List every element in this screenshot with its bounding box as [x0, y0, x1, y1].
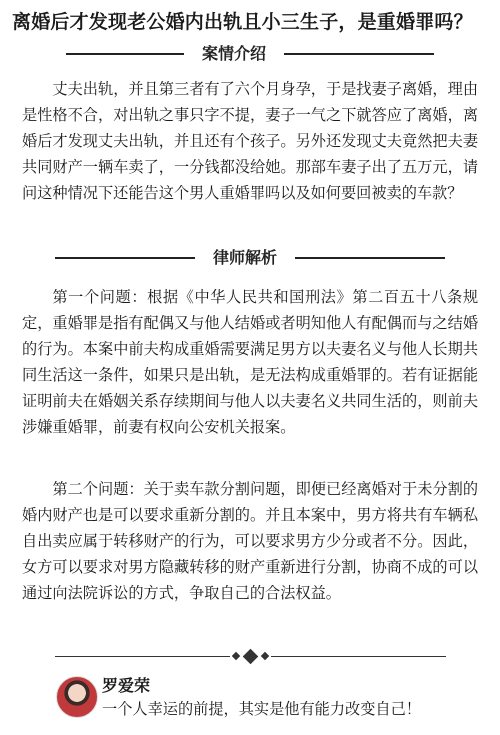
lawyer-paragraph-2: 第二个问题：关于卖车款分割问题，即便已经离婚对于未分割的婚内财产也是可以要求重新分割的。并且本案中，男方将共有车辆私自出卖应属于转移财产的行为，可以要求男方少分或者不分。因此，女方可以要求对男方隐藏转移的财产重新进行分割，协商不成的可以通过向法院诉讼的方式，争取自己的合法权益。: [22, 480, 478, 602]
author-quote: 一个人幸运的前提，其实是他有能力改变自己！: [102, 700, 421, 718]
article-title: 离婚后才发现老公婚内出轨且小三生子，是重婚罪吗？: [12, 11, 473, 33]
lawyer-section-heading: 律师解析: [212, 248, 277, 267]
ornament-line-right: [271, 656, 446, 657]
author-name: 罗爱荣: [102, 676, 151, 695]
header-line-left: [55, 257, 195, 259]
author-avatar: [56, 676, 98, 718]
case-section-heading: 案情介绍: [201, 44, 266, 63]
diamond-icon: [242, 648, 258, 664]
header-line-left: [66, 53, 184, 55]
diamond-icon: [260, 652, 268, 660]
divider-ornament: [0, 648, 500, 664]
diamond-icon: [231, 652, 239, 660]
case-paragraph: 丈夫出轨，并且第三者有了六个月身孕，于是找妻子离婚，理由是性格不合，对出轨之事只字不提，妻子一气之下就答应了离婚，离婚后才发现丈夫出轨，并且还有个孩子。另外还发现丈夫竟然把夫妻共同财产一辆车卖了，一分钱都没给她。那部车妻子出了五万元，请问这种情况下还能告这个男人重婚罪吗以及如何要回被卖的车款？: [22, 80, 478, 202]
lawyer-section-header: [0, 246, 500, 270]
header-line-right: [295, 257, 445, 259]
case-section-header: [0, 42, 500, 66]
header-line-right: [284, 53, 434, 55]
lawyer-paragraph-1: 第一个问题：根据《中华人民共和国刑法》第二百五十八条规定，重婚罪是指有配偶又与他人结婚或者明知他人有配偶而与之结婚的行为。本案中前夫构成重婚需要满足男方以夫妻名义与他人长期共同生活这一条件，如果只是出轨，是无法构成重婚罪的。若有证据能证明前夫在婚姻关系存续期间与他人以夫妻名义共同生活的，则前夫涉嫌重婚罪，前妻有权向公安机关报案。: [22, 288, 478, 436]
ornament-line-left: [55, 656, 230, 657]
